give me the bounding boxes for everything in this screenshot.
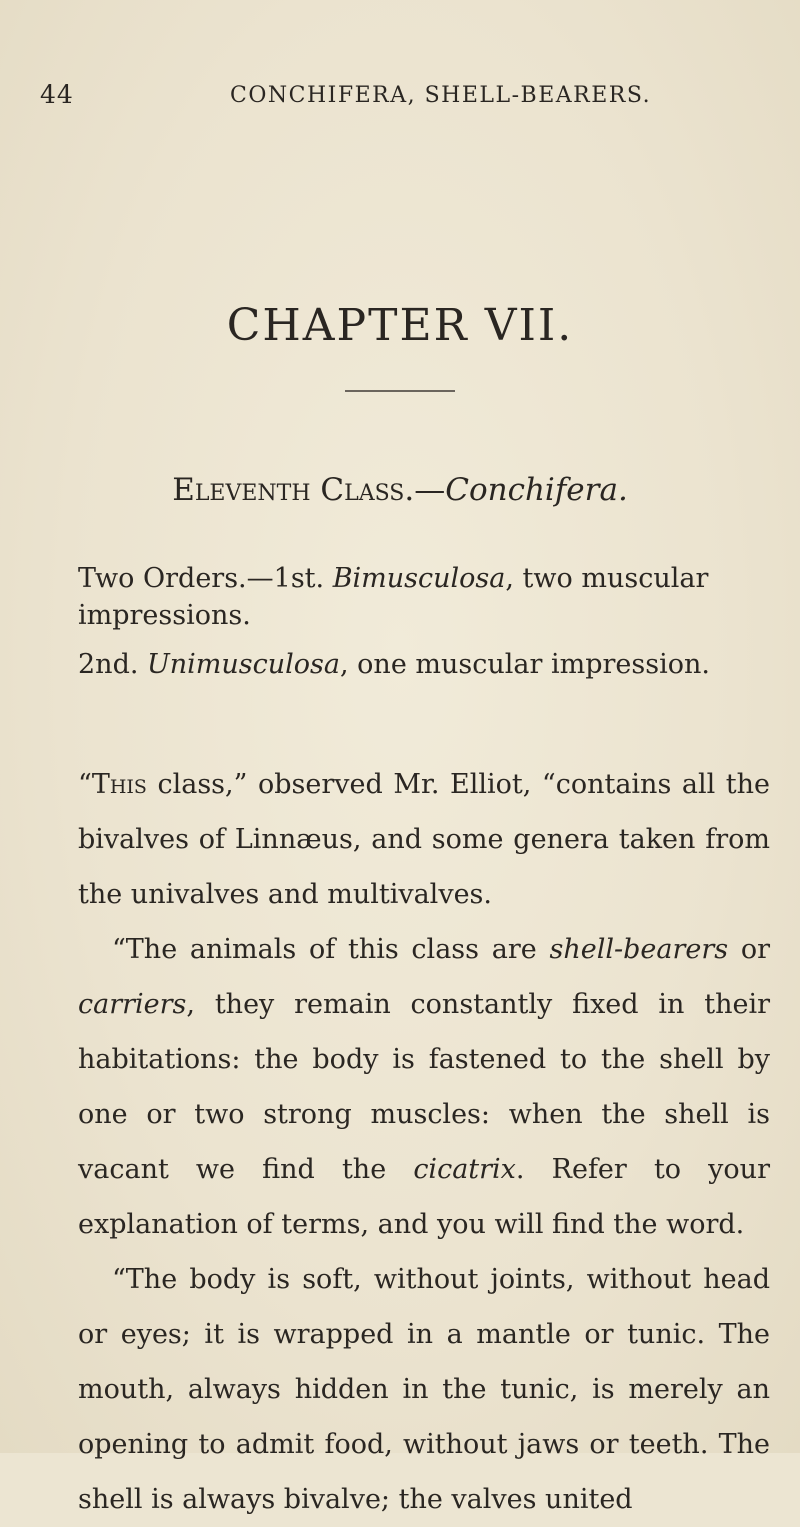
- order-second-name: Unimusculosa: [147, 649, 341, 680]
- paragraph-1-rest: class,” observed Mr. Elliot, “contains all the bivalves of Linnæus, and some genera taken from the univalves and multivalves.: [78, 769, 770, 910]
- paragraph-1: [78, 757, 770, 922]
- paragraph-2: [78, 922, 770, 1252]
- order-first-prefix: Two Orders.—1st.: [78, 563, 333, 594]
- class-heading: [0, 472, 800, 508]
- page-number: 44: [40, 80, 74, 109]
- orders-list: [78, 560, 768, 683]
- paragraph-2-c: , they remain constantly fixed in their habitations: the body is fastened to the shell by one or two strong muscles: when the shell is vacant we find the: [78, 989, 770, 1185]
- paragraph-1-open: “: [78, 769, 92, 800]
- class-heading-name: Conchifera.: [445, 472, 628, 508]
- paragraph-2-italic-1: shell-bearers: [549, 934, 729, 965]
- paragraph-1-smallcaps: This: [91, 769, 147, 800]
- paragraph-3: “The body is soft, without joints, without head or eyes; it is wrapped in a mantle or tunic. The mouth, always hidden in the tunic, is merely an opening to admit food, without jaws or teeth. The shell is always bivalve; the valves united: [78, 1264, 770, 1515]
- running-head: CONCHIFERA, SHELL-BEARERS.: [230, 83, 652, 108]
- chapter-title: CHAPTER VII.: [226, 300, 574, 351]
- paragraph-2-b: or: [728, 934, 770, 965]
- order-first-suffix: , two muscular impressions.: [78, 563, 709, 631]
- class-heading-prefix: Eleventh Class.—: [172, 472, 446, 508]
- body-text: [78, 757, 770, 1527]
- page-header: [40, 80, 780, 120]
- paragraph-2-d: . Refer to your explanation of terms, and you will find the word.: [78, 1154, 770, 1240]
- order-second: [78, 646, 768, 683]
- order-first: [78, 560, 768, 634]
- paragraph-2-italic-3: cicatrix: [413, 1154, 516, 1185]
- section-divider: [345, 390, 455, 392]
- order-second-prefix: 2nd.: [78, 649, 148, 680]
- paragraph-2-italic-2: carriers: [78, 989, 187, 1020]
- order-first-name: Bimusculosa: [332, 563, 506, 594]
- paragraph-2-a: “The animals of this class are: [112, 934, 550, 965]
- order-second-suffix: , one muscular impression.: [340, 649, 710, 680]
